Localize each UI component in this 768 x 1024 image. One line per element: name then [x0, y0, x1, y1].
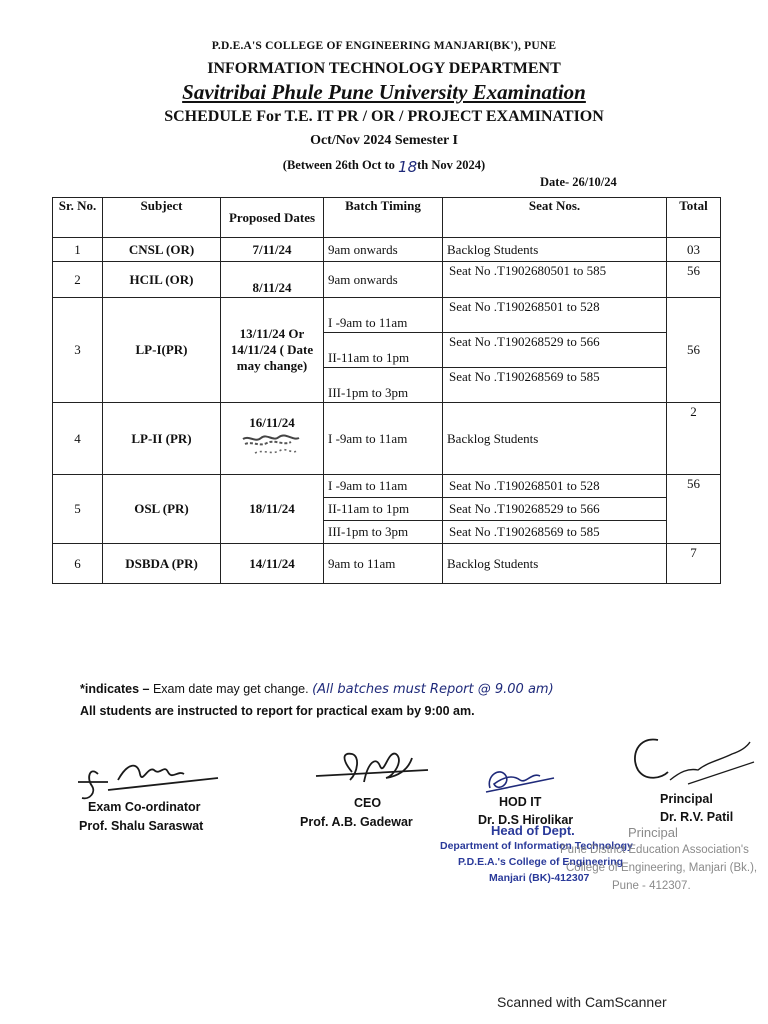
principal-name: Dr. R.V. Patil: [660, 810, 734, 824]
table-header-row: [53, 198, 721, 238]
principal-signature-icon: [628, 732, 756, 794]
header-timing: Batch Timing: [324, 198, 443, 238]
row-sr: 2: [53, 262, 103, 298]
row-date: 8/11/24: [221, 262, 324, 298]
table-row: [53, 475, 721, 498]
row-date: 13/11/24 Or 14/11/24 ( Date may change): [221, 298, 324, 403]
university-title-text: Savitribai Phule Pune University Examination: [182, 80, 586, 104]
row-subject: LP-II (PR): [103, 403, 221, 475]
schedule-title: SCHEDULE For T.E. IT PR / OR / PROJECT EXAMINATION: [164, 108, 604, 125]
document-date: Date- 26/10/24: [540, 175, 617, 189]
row-seat: Seat No .T190268501 to 528: [443, 475, 667, 498]
principal-stamp-association: Pune District Education Association's: [560, 844, 749, 856]
coordinator-name: Prof. Shalu Saraswat: [79, 819, 204, 833]
schedule-table: [52, 197, 721, 584]
row-total: 56: [667, 262, 721, 298]
scanner-watermark: Scanned with CamScanner: [497, 994, 667, 1010]
hod-name: Dr. D.S Hirolikar: [478, 813, 574, 827]
row-total: 7: [667, 544, 721, 584]
exam-window-suffix: th Nov 2024): [417, 158, 486, 172]
principal-role: Principal: [660, 792, 713, 806]
row-sr: 3: [53, 298, 103, 403]
hod-role: HOD IT: [499, 795, 542, 809]
hod-stamp-address: Manjari (BK)-412307: [489, 872, 590, 884]
row-subject: OSL (PR): [103, 475, 221, 544]
row-subject: CNSL (OR): [103, 238, 221, 262]
hod-stamp-college: P.D.E.A.'s College of Engineering: [458, 856, 624, 868]
principal-stamp-address: Pune - 412307.: [612, 880, 691, 892]
row-seat: Seat No .T190268569 to 585: [443, 521, 667, 544]
coordinator-signature-icon: [68, 752, 228, 804]
exam-window: [0, 155, 768, 176]
note-exam-date: [80, 682, 554, 697]
row-sr: 6: [53, 544, 103, 584]
row-date: 18/11/24: [221, 475, 324, 544]
row-subject: HCIL (OR): [103, 262, 221, 298]
row-timing: 9am onwards: [324, 262, 443, 298]
row-timing: 9am onwards: [324, 238, 443, 262]
row-sr: 1: [53, 238, 103, 262]
note-prefix: *indicates –: [80, 682, 153, 696]
ceo-role: CEO: [354, 796, 382, 810]
row-seat: Seat No .T190268569 to 585: [443, 368, 667, 403]
row-date: 16/11/24: [249, 414, 295, 430]
row-timing: I -9am to 11am: [324, 403, 443, 475]
row-total: 03: [667, 238, 721, 262]
university-title: [0, 80, 768, 105]
row-seat: Seat No .T190268501 to 528: [443, 298, 667, 333]
principal-stamp-college: College of Engineering, Manjari (Bk.),: [566, 862, 758, 874]
table-row: [53, 262, 721, 298]
header-subject: Subject: [103, 198, 221, 238]
row-timing: II-11am to 1pm: [324, 333, 443, 368]
row-timing: III-1pm to 3pm: [324, 521, 443, 544]
row-total: 56: [667, 298, 721, 403]
row-total: 56: [667, 475, 721, 544]
semester-title: Oct/Nov 2024 Semester I: [310, 133, 458, 148]
note-handwritten: (All batches must Report @ 9.00 am): [312, 682, 554, 697]
hod-stamp-title: Head of Dept.: [491, 823, 575, 838]
row-timing: I -9am to 11am: [324, 298, 443, 333]
row-date: 14/11/24: [221, 544, 324, 584]
table-row: [53, 298, 721, 333]
principal-stamp-title: Principal: [628, 825, 678, 840]
table-row: [53, 238, 721, 262]
exam-window-prefix: (Between 26th Oct to: [282, 158, 399, 172]
ceo-name: Prof. A.B. Gadewar: [300, 815, 413, 829]
row-total: 2: [667, 403, 721, 475]
note-report-time: All students are instructed to report for practical exam by 9:00 am.: [80, 704, 475, 718]
row-seat: Backlog Students: [443, 238, 667, 262]
row-timing: II-11am to 1pm: [324, 498, 443, 521]
ceo-signature-icon: [312, 742, 432, 798]
row-subject: LP-I(PR): [103, 298, 221, 403]
college-name: P.D.E.A'S COLLEGE OF ENGINEERING MANJARI(BK'), PUNE: [211, 40, 557, 52]
row-timing: III-1pm to 3pm: [324, 368, 443, 403]
row-date: 7/11/24: [221, 238, 324, 262]
row-sr: 5: [53, 475, 103, 544]
row-sr: 4: [53, 403, 103, 475]
coordinator-role: Exam Co-ordinator: [88, 800, 201, 814]
department-title: INFORMATION TECHNOLOGY DEPARTMENT: [207, 60, 561, 77]
header-total: Total: [667, 198, 721, 238]
row-seat: Seat No .T190268529 to 566: [443, 498, 667, 521]
header-dates: Proposed Dates: [221, 198, 324, 238]
row-seat: Seat No .T190268529 to 566: [443, 333, 667, 368]
row-seat: Backlog Students: [443, 403, 667, 475]
table-row: [53, 403, 721, 475]
row-subject: DSBDA (PR): [103, 544, 221, 584]
note-text: Exam date may get change.: [152, 682, 309, 696]
row-seat: Backlog Students: [443, 544, 667, 584]
table-row: [53, 544, 721, 584]
row-seat: Seat No .T1902680501 to 585: [443, 262, 667, 298]
row-timing: I -9am to 11am: [324, 475, 443, 498]
row-date-cell: [221, 403, 324, 475]
header-seats: Seat Nos.: [443, 198, 667, 238]
row-timing: 9am to 11am: [324, 544, 443, 584]
exam-window-handwritten-correction: 18: [398, 158, 418, 176]
header-sr: Sr. No.: [53, 198, 103, 238]
hod-stamp-department: Department of Information Technology: [440, 840, 633, 852]
scratched-out-text-icon: [237, 431, 307, 459]
